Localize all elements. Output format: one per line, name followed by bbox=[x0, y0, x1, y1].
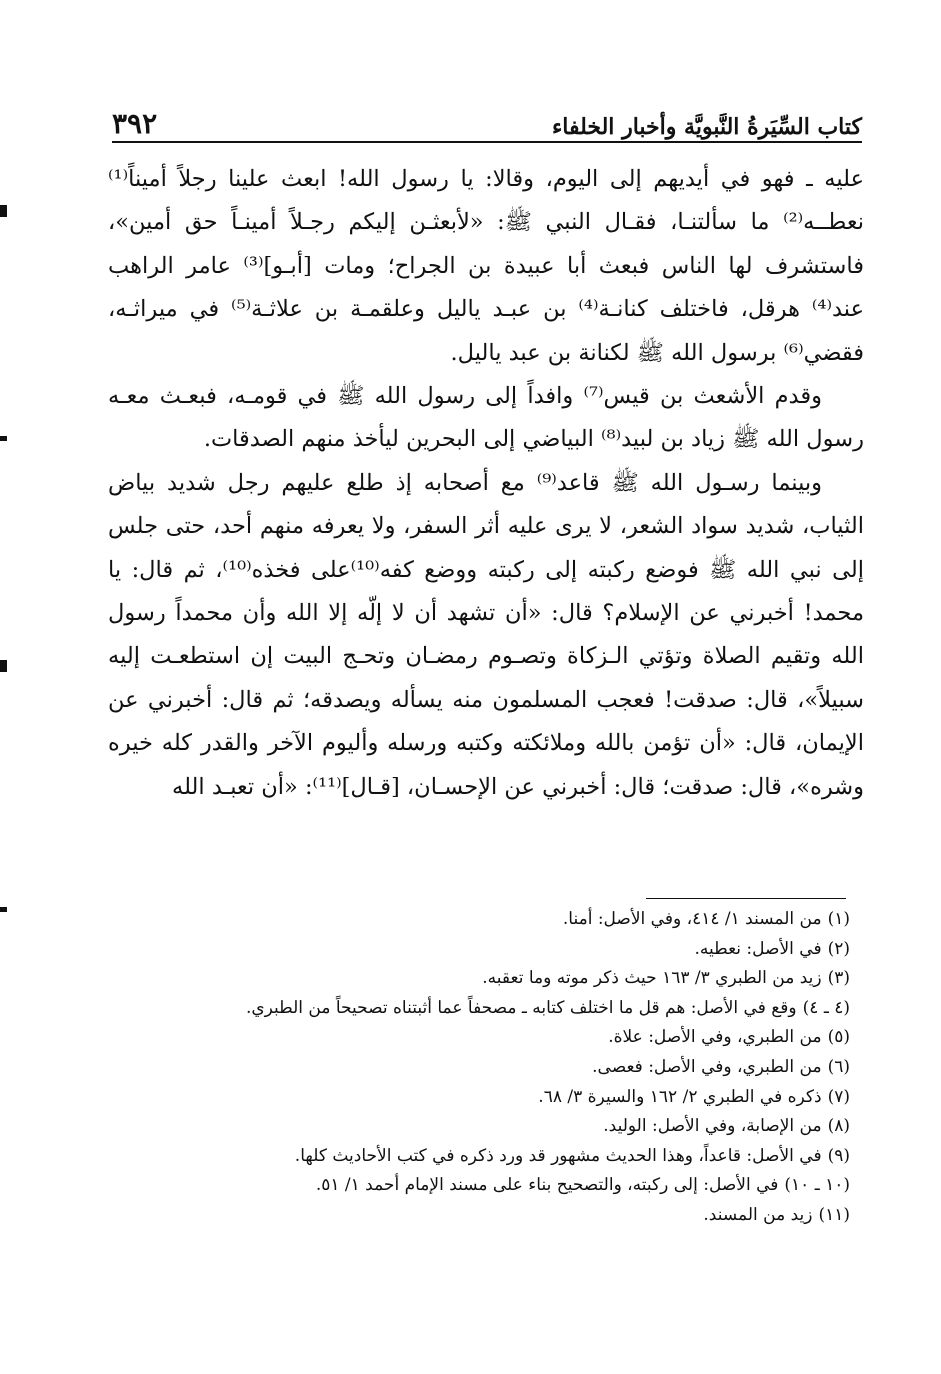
footnote-text: في الأصل: قاعداً، وهذا الحديث مشهور قد ورد ذكره في كتب الأحاديث كلها. bbox=[294, 1145, 822, 1166]
paragraph-2: وقدم الأشعث بن قيس⁽⁷⁾ وافداً إلى رسول الله ﷺ في قومـه، فبعـث معـه رسول الله ﷺ زياد بن لبيد⁽⁸⁾ البياضي إلى البحرين ليأخذ منهم الصدقات. bbox=[108, 383, 864, 453]
footnote-text: من الإصابة، وفي الأصل: الوليد. bbox=[603, 1116, 822, 1137]
page-number: ٣٩٢ bbox=[112, 107, 158, 140]
footnote-8 bbox=[150, 1112, 850, 1142]
footnote-2 bbox=[150, 935, 850, 965]
scan-edge-mark bbox=[0, 205, 7, 217]
footnote-9 bbox=[150, 1142, 850, 1172]
footnote-5 bbox=[150, 1023, 850, 1053]
footnote-rule bbox=[646, 898, 846, 899]
footnote-number: (١٠ ـ ١٠) bbox=[784, 1175, 850, 1196]
scan-edge-mark bbox=[0, 660, 7, 672]
footnote-number: (١١) bbox=[818, 1204, 850, 1225]
footnote-number: (٤ ـ ٤) bbox=[802, 997, 850, 1018]
footnote-1 bbox=[150, 905, 850, 935]
main-text bbox=[108, 158, 864, 809]
running-title: كتاب السِّيَرةُ النَّبويَّة وأخبار الخلفاء bbox=[551, 114, 862, 140]
footnote-number: (١) bbox=[827, 909, 850, 929]
footnote-number: (٧) bbox=[827, 1086, 850, 1107]
scan-edge-mark bbox=[0, 436, 7, 441]
footnote-number: (٦) bbox=[827, 1056, 850, 1077]
footnote-7 bbox=[150, 1083, 850, 1113]
footnote-text: زيد من المسند. bbox=[703, 1204, 813, 1225]
footnote-text: من الطبري، وفي الأصل: علاة. bbox=[608, 1027, 822, 1048]
footnote-text: في الأصل: إلى ركبته، والتصحيح بناء على مسند الإمام أحمد ١/ ٥١. bbox=[315, 1175, 779, 1196]
footnote-text: ذكره في الطبري ٢/ ١٦٢ والسيرة ٣/ ٦٨. bbox=[538, 1086, 822, 1107]
footnote-text: من الطبري، وفي الأصل: فعصى. bbox=[592, 1056, 822, 1077]
footnote-number: (٣) bbox=[827, 968, 850, 989]
footnote-4 bbox=[150, 994, 850, 1024]
footnote-text: زيد من الطبري ٣/ ١٦٣ حيث ذكر موته وما تعقبه. bbox=[482, 968, 822, 989]
footnote-number: (٩) bbox=[827, 1145, 850, 1166]
footnote-3 bbox=[150, 964, 850, 994]
page-header bbox=[112, 92, 862, 140]
footnote-number: (٨) bbox=[827, 1116, 850, 1137]
footnote-text: من المسند ١/ ٤١٤، وفي الأصل: أمنا. bbox=[562, 909, 822, 929]
footnote-number: (٥) bbox=[827, 1027, 850, 1048]
scan-edge-mark bbox=[0, 907, 7, 912]
paragraph-1: عليه ـ فهو في أيديهم إلى اليوم، وقالا: يا رسول الله! ابعث علينا رجلاً أميناً⁽¹⁾ نعطــه⁽²⁾ ما سألتنـا، فقـال النبي ﷺ: «لأبعثـن إليكم رجـلاً أمينـاً حق أمين»، فاستشرف لها الناس فبعث أبا عبيدة بن الجراح؛ ومات [أبـو]⁽³⁾ عامر الراهب عند⁽⁴⁾ هرقل، فاختلف كنانـة⁽⁴⁾ بن عبـد ياليل وعلقمـة بن علاثـة⁽⁵⁾ في ميراثـه، فقضي⁽⁶⁾ برسول الله ﷺ لكنانة بن عبد ياليل. bbox=[108, 166, 865, 366]
footnote-number: (٢) bbox=[827, 938, 850, 959]
footnote-text: وقع في الأصل: هم قل ما اختلف كتابه ـ مصحفاً عما أثبتناه تصحيحاً من الطبري. bbox=[245, 997, 797, 1018]
paragraph-3: وبينما رسـول الله ﷺ قاعد⁽⁹⁾ مع أصحابه إذ طلع عليهم رجل شديد بياض الثياب، شديد سواد الشعر، لا يرى عليه أثر السفر، ولا يعرفه منهم أحد، حتى جلس إلى نبي الله ﷺ فوضع ركبته إلى ركبته ووضع كفه⁽¹⁰⁾على فخذه⁽¹⁰⁾، ثم قال: يا محمد! أخبرني عن الإسلام؟ قال: «أن تشهد أن لا إلّه إلا الله وأن محمداً رسول الله وتقيم الصلاة وتؤتي الـزكاة وتصـوم رمضـان وتحـج البيت إن استطعـت إليه سبيلاً»، قال: صدقت! فعجب المسلمون منه يسأله ويصدقه؛ ثم قال: أخبرني عن الإيمان، قال: «أن تؤمن بالله وملائكته وكتبه ورسله وأليوم الآخر والقدر كله خيره وشره»، قال: صدقت؛ قال: أخبرني عن الإحسـان، [قـال]⁽¹¹⁾: «أن تعبـد الله bbox=[108, 469, 864, 800]
footnote-11 bbox=[150, 1201, 850, 1231]
footnote-text: في الأصل: نعطيه. bbox=[694, 938, 822, 959]
footnote-10 bbox=[150, 1171, 850, 1201]
footnote-6 bbox=[150, 1053, 850, 1083]
footnotes-list bbox=[150, 905, 850, 1231]
header-rule bbox=[112, 141, 862, 143]
